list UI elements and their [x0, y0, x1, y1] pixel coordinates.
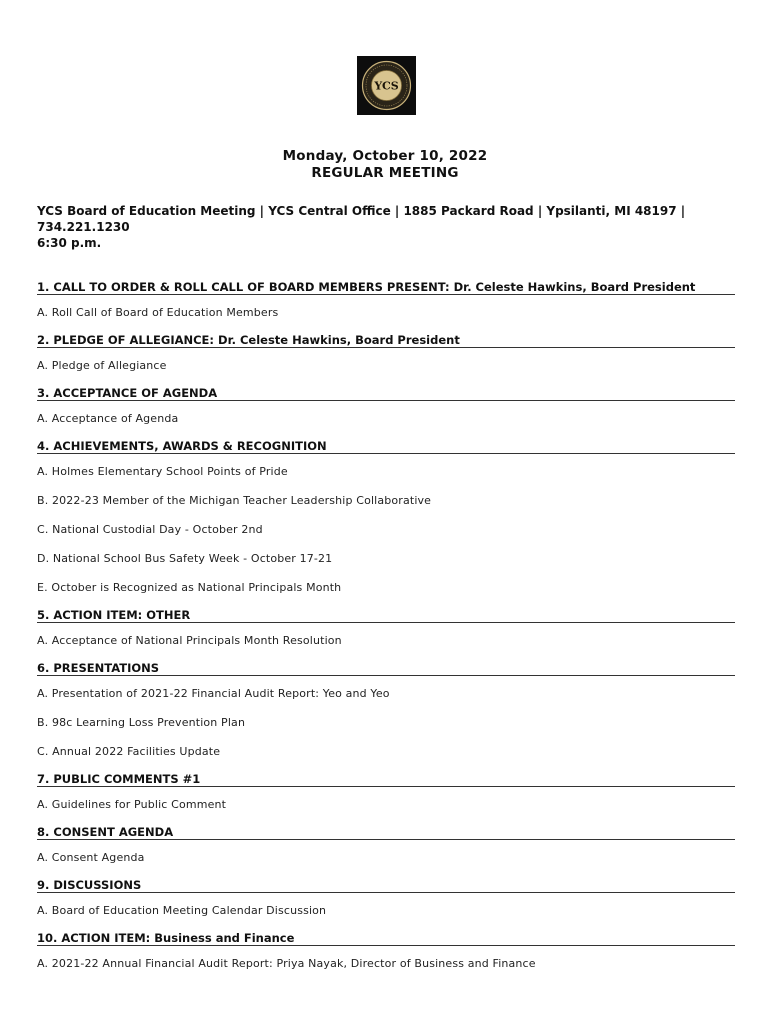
agenda-section: [37, 825, 735, 865]
agenda-section: [37, 333, 735, 373]
agenda-item: C. National Custodial Day - October 2nd: [37, 523, 263, 536]
agenda-item: A. Guidelines for Public Comment: [37, 798, 227, 811]
section-heading: 9. DISCUSSIONS: [37, 878, 735, 893]
ycs-seal-icon: [357, 56, 416, 115]
agenda-item: B. 2022-23 Member of the Michigan Teacher Leadership Collaborative: [37, 494, 432, 507]
svg-text:YCS: YCS: [374, 79, 399, 93]
agenda-sections: [37, 280, 735, 971]
agenda-item: E. October is Recognized as National Principals Month: [37, 581, 342, 594]
section-heading: 5. ACTION ITEM: OTHER: [37, 608, 735, 623]
section-heading: 10. ACTION ITEM: Business and Finance: [37, 931, 735, 946]
agenda-section: [37, 439, 735, 595]
agenda-section: [37, 772, 735, 812]
section-heading: 8. CONSENT AGENDA: [37, 825, 735, 840]
agenda-item: A. Consent Agenda: [37, 851, 145, 864]
agenda-item: C. Annual 2022 Facilities Update: [37, 745, 221, 758]
section-heading: 3. ACCEPTANCE OF AGENDA: [37, 386, 735, 401]
agenda-item: A. Holmes Elementary School Points of Pride: [37, 465, 288, 478]
agenda-section: [37, 931, 735, 971]
section-heading: 7. PUBLIC COMMENTS #1: [37, 772, 735, 787]
agenda-item: A. Presentation of 2021-22 Financial Audit Report: Yeo and Yeo: [37, 687, 390, 700]
agenda-section: [37, 280, 735, 320]
agenda-item: A. Acceptance of National Principals Month Resolution: [37, 634, 342, 647]
section-heading: 2. PLEDGE OF ALLEGIANCE: Dr. Celeste Hawkins, Board President: [37, 333, 735, 348]
agenda-section: [37, 878, 735, 918]
agenda-item: B. 98c Learning Loss Prevention Plan: [37, 716, 246, 729]
agenda-section: [37, 386, 735, 426]
agenda-item: A. 2021-22 Annual Financial Audit Report: Priya Nayak, Director of Business and Finance: [37, 957, 536, 970]
agenda-item: A. Acceptance of Agenda: [37, 412, 179, 425]
meeting-location: YCS Board of Education Meeting | YCS Central Office | 1885 Packard Road | Ypsilanti, MI 48197 |: [37, 204, 686, 218]
agenda-section: [37, 608, 735, 648]
agenda-item: A. Pledge of Allegiance: [37, 359, 167, 372]
agenda-item: D. National School Bus Safety Week - October 17-21: [37, 552, 333, 565]
agenda-item: A. Roll Call of Board of Education Members: [37, 306, 279, 319]
agenda-item: A. Board of Education Meeting Calendar Discussion: [37, 904, 327, 917]
section-heading: 1. CALL TO ORDER & ROLL CALL OF BOARD MEMBERS PRESENT: Dr. Celeste Hawkins, Board President: [37, 280, 735, 295]
section-heading: 6. PRESENTATIONS: [37, 661, 735, 676]
meeting-phone: 734.221.1230: [37, 220, 130, 234]
ycs-logo: [357, 56, 416, 115]
meeting-date: Monday, October 10, 2022: [282, 148, 488, 164]
meeting-type: REGULAR MEETING: [311, 165, 459, 181]
meeting-time: 6:30 p.m.: [37, 236, 102, 250]
section-heading: 4. ACHIEVEMENTS, AWARDS & RECOGNITION: [37, 439, 735, 454]
agenda-section: [37, 661, 735, 759]
